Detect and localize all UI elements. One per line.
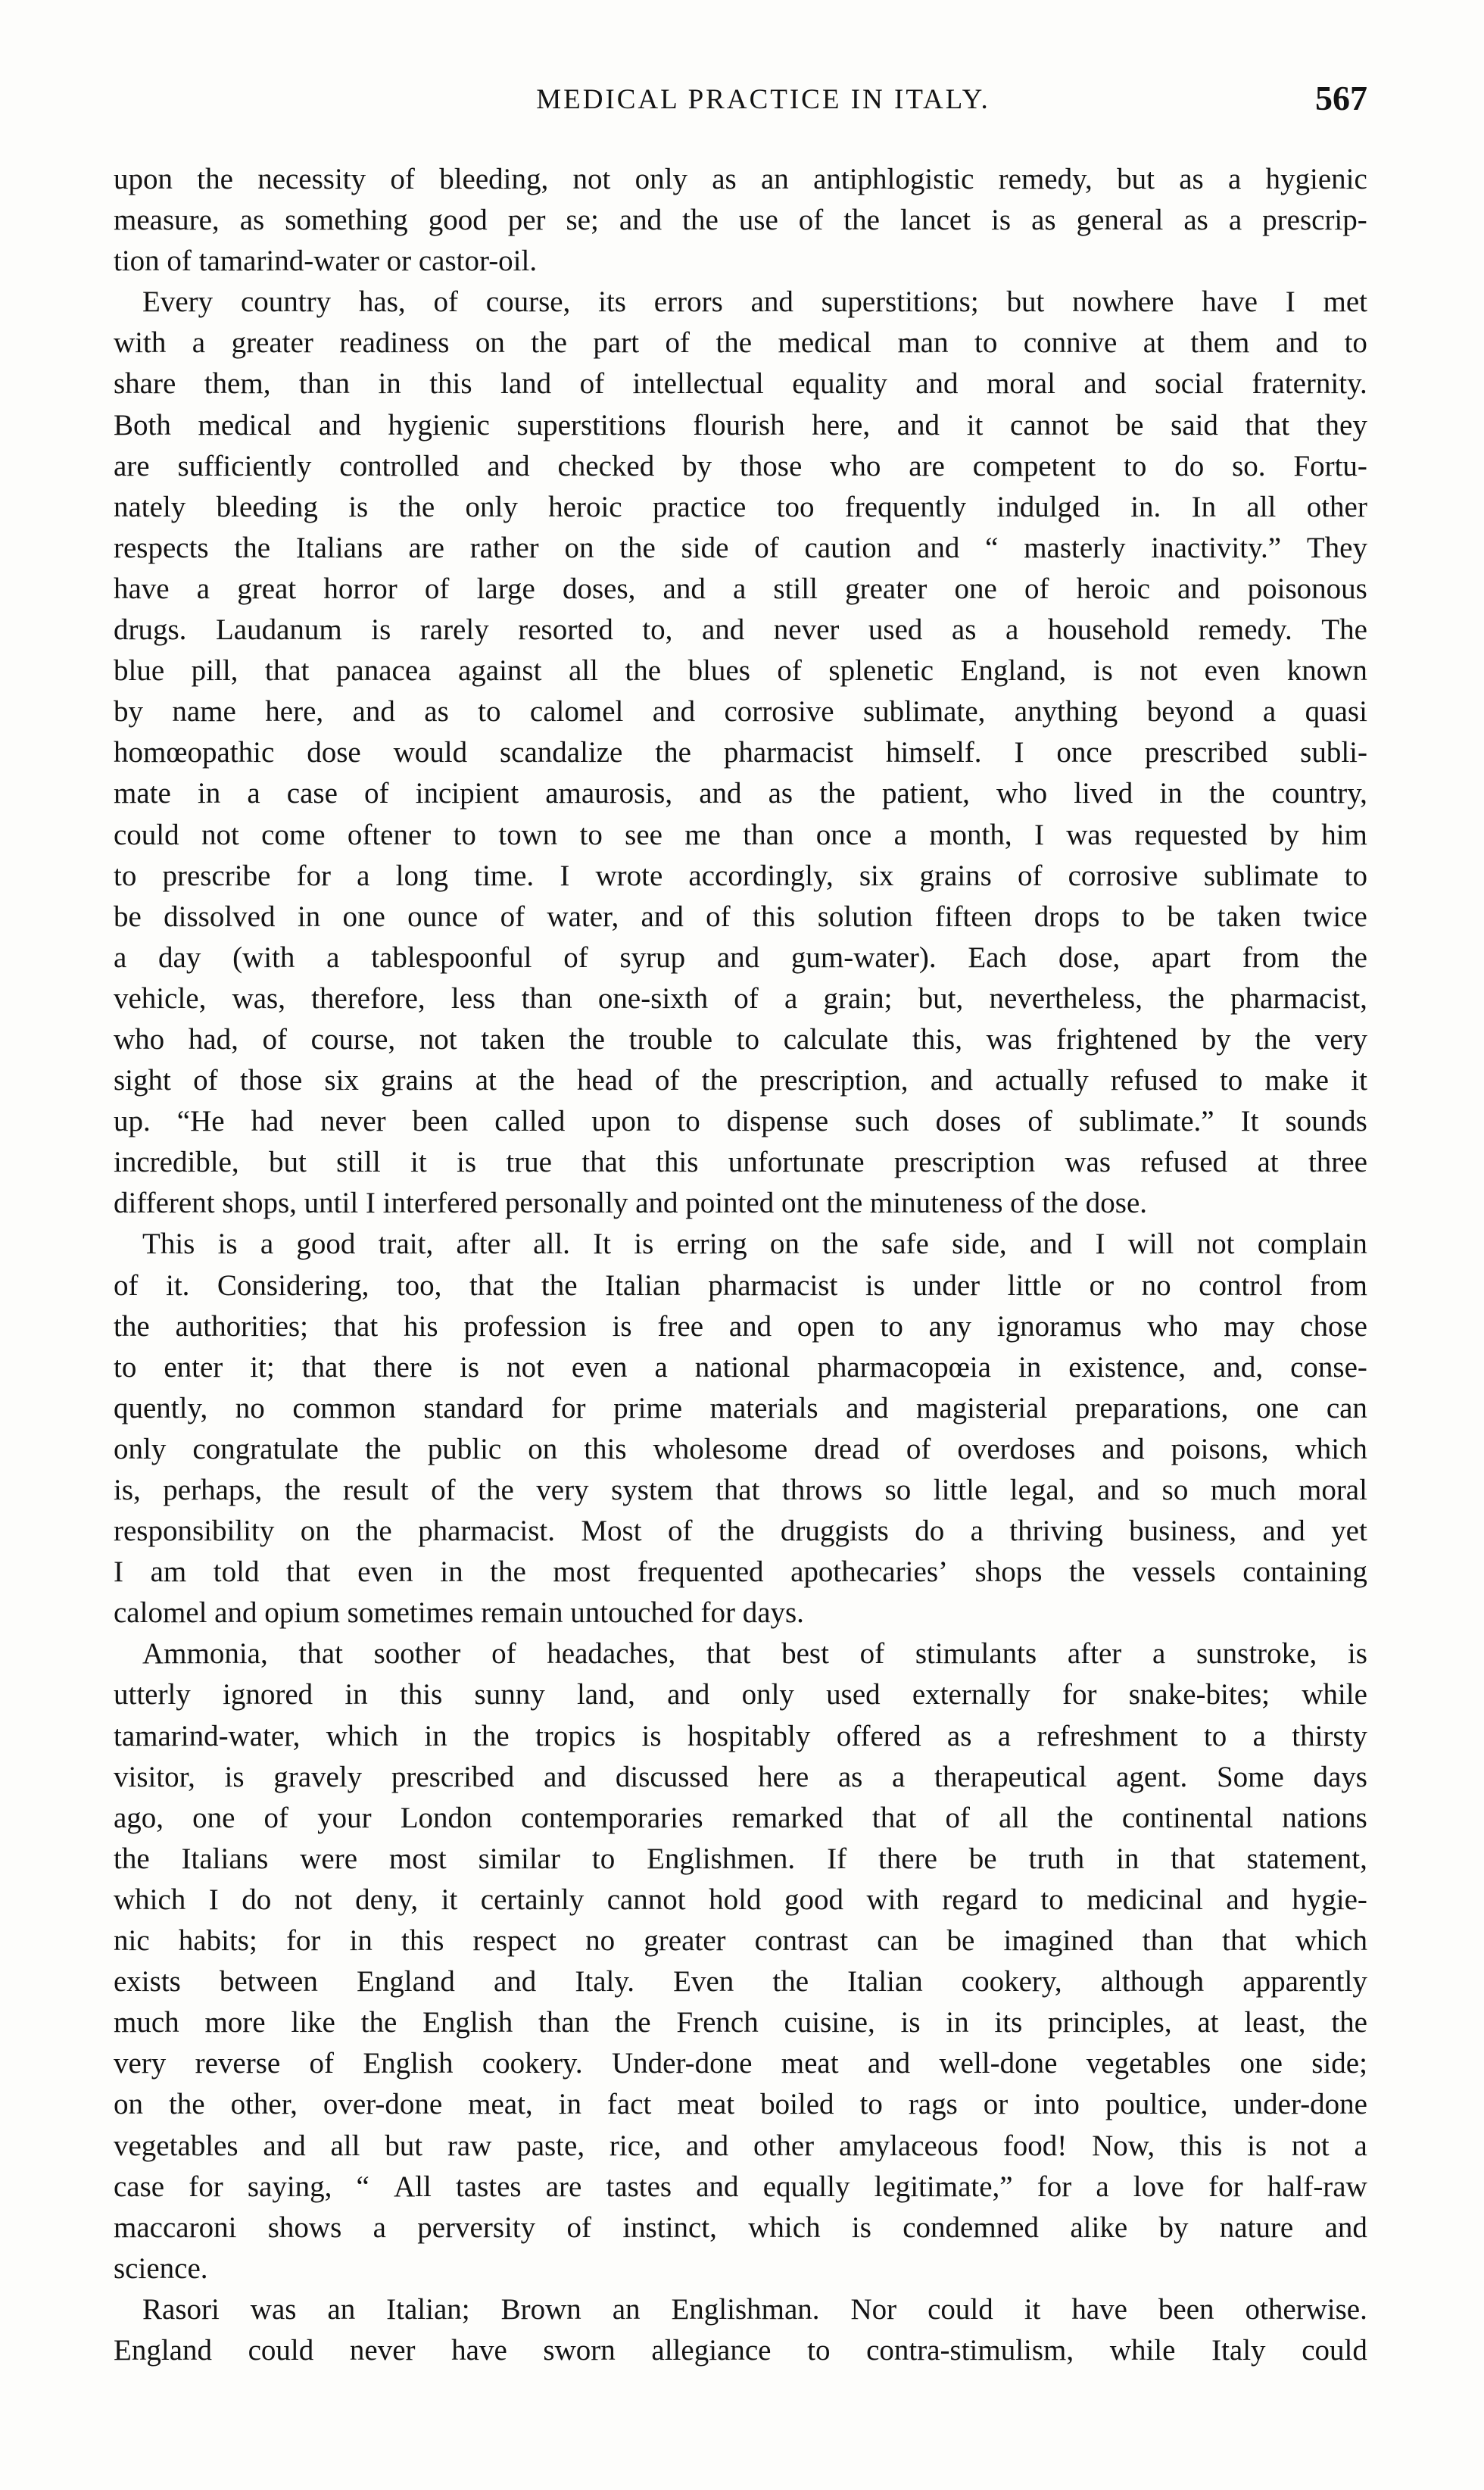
running-head — [114, 79, 1367, 132]
text-line: utterly ignored in this sunny land, and only used externally for snake-bites; while — [114, 1678, 1367, 1711]
text-line: be dissolved in one ounce of water, and of this solution fifteen drops to be taken twice — [114, 900, 1367, 933]
text-line: Ammonia, that soother of headaches, that best of stimulants after a sunstroke, is — [142, 1637, 1367, 1671]
text-line: blue pill, that panacea against all the blues of splenetic England, is not even known — [114, 654, 1367, 688]
text-line: respects the Italians are rather on the side of caution and “ masterly inactivity.” They — [114, 531, 1367, 564]
text-line: upon the necessity of bleeding, not only as an antiphlogistic remedy, but as a hygienic — [114, 163, 1367, 195]
text-line: by name here, and as to calomel and corrosive sublimate, anything beyond a quasi — [114, 695, 1367, 729]
text-line: different shops, until I interfered personally and pointed ont the minuteness of the dose. — [114, 1187, 1148, 1220]
text-line: tamarind-water, which in the tropics is hospitably offered as a refreshment to a thirsty — [114, 1719, 1367, 1752]
text-line: I am told that even in the most frequented apothecaries’ shops the vessels containing — [114, 1555, 1367, 1589]
text-line: calomel and opium sometimes remain untouched for days. — [114, 1596, 804, 1630]
text-line: ago, one of your London contemporaries remarked that of all the continental nations — [114, 1801, 1367, 1834]
text-line: sight of those six grains at the head of the prescription, and actually refused to make it — [114, 1064, 1367, 1097]
text-line: very reverse of English cookery. Under-done meat and well-done vegetables one side; — [114, 2047, 1367, 2080]
text-line: science. — [114, 2251, 208, 2285]
text-line: to enter it; that there is not even a national pharmacopœia in existence, and, conse- — [114, 1350, 1367, 1384]
text-line: maccaroni shows a perversity of instinct, which is condemned alike by nature and — [114, 2211, 1367, 2244]
text-line: drugs. Laudanum is rarely resorted to, and never used as a household remedy. The — [114, 613, 1367, 647]
paragraph — [114, 1224, 1367, 1633]
text-line: tion of tamarind-water or castor-oil. — [114, 245, 538, 278]
text-line: Every country has, of course, its errors and superstitions; but nowhere have I met — [142, 286, 1367, 319]
text-line: which I do not deny, it certainly cannot hold good with regard to medicinal and hygie- — [114, 1883, 1367, 1916]
text-line: England could never have sworn allegiance to contra-stimulism, while Italy could — [114, 2333, 1367, 2367]
text-line: could not come oftener to town to see me than once a month, I was requested by him — [114, 818, 1367, 851]
text-line: exists between England and Italy. Even the Italian cookery, although apparently — [114, 1965, 1367, 1999]
paragraph — [114, 159, 1367, 282]
text-line: the Italians were most similar to Englishmen. If there be truth in that statement, — [114, 1842, 1367, 1875]
text-line: measure, as something good per se; and the use of the lancet is as general as a prescrip- — [114, 204, 1367, 237]
body-text — [114, 159, 1367, 2371]
text-line: up. “He had never been called upon to dispense such doses of sublimate.” It sounds — [114, 1105, 1367, 1138]
text-line: responsibility on the pharmacist. Most of the druggists do a thriving business, and yet — [114, 1515, 1367, 1548]
text-line: much more like the English than the French cuisine, is in its principles, at least, the — [114, 2006, 1367, 2039]
text-line: This is a good trait, after all. It is erring on the safe side, and I will not complain — [142, 1228, 1367, 1261]
text-line: the authorities; that his profession is free and open to any ignoramus who may chose — [114, 1309, 1367, 1343]
text-line: Rasori was an Italian; Brown an Englishman. Nor could it have been otherwise. — [142, 2292, 1367, 2326]
text-line: a day (with a tablespoonful of syrup and gum-water). Each dose, apart from the — [114, 941, 1367, 974]
running-title: MEDICAL PRACTICE IN ITALY. — [536, 84, 990, 115]
text-line: have a great horror of large doses, and a still greater one of heroic and poisonous — [114, 572, 1367, 605]
text-line: of it. Considering, too, that the Italian pharmacist is under little or no control from — [114, 1268, 1367, 1302]
text-line: Both medical and hygienic superstitions flourish here, and it cannot be said that they — [114, 408, 1367, 442]
text-line: homœopathic dose would scandalize the pharmacist himself. I once prescribed subli- — [114, 736, 1367, 769]
text-line: are sufficiently controlled and checked by those who are competent to do so. Fortu- — [114, 449, 1367, 482]
text-line: visitor, is gravely prescribed and discussed here as a therapeutical agent. Some days — [114, 1760, 1367, 1793]
text-line: on the other, over-done meat, in fact meat boiled to rags or into poultice, under-done — [114, 2088, 1367, 2121]
text-line: who had, of course, not taken the trouble to calculate this, was frightened by the very — [114, 1022, 1367, 1056]
text-line: case for saying, “ All tastes are tastes and equally legitimate,” for a love for half-raw — [114, 2170, 1367, 2203]
text-line: nic habits; for in this respect no greater contrast can be imagined than that which — [114, 1924, 1367, 1958]
paragraph — [114, 1633, 1367, 2289]
paragraph — [114, 2289, 1367, 2371]
text-line: incredible, but still it is true that this unfortunate prescription was refused at three — [114, 1146, 1367, 1179]
text-line: with a greater readiness on the part of the medical man to connive at them and to — [114, 326, 1367, 360]
text-line: nately bleeding is the only heroic practice too frequently indulged in. In all other — [114, 490, 1367, 523]
page-number: 567 — [1315, 79, 1367, 117]
text-line: share them, than in this land of intellectual equality and moral and social fraternity. — [114, 367, 1367, 401]
text-line: quently, no common standard for prime materials and magisterial preparations, one can — [114, 1391, 1367, 1424]
text-line: vegetables and all but raw paste, rice, and other amylaceous food! Now, this is not a — [114, 2129, 1367, 2162]
text-line: to prescribe for a long time. I wrote accordingly, six grains of corrosive sublimate to — [114, 859, 1367, 892]
text-line: mate in a case of incipient amaurosis, and as the patient, who lived in the country, — [114, 777, 1367, 810]
paragraph — [114, 282, 1367, 1224]
text-line: vehicle, was, therefore, less than one-sixth of a grain; but, nevertheless, the pharmacist, — [114, 981, 1367, 1015]
text-line: is, perhaps, the result of the very system that throws so little legal, and so much moral — [114, 1474, 1367, 1506]
text-line: only congratulate the public on this wholesome dread of overdoses and poisons, which — [114, 1432, 1367, 1465]
